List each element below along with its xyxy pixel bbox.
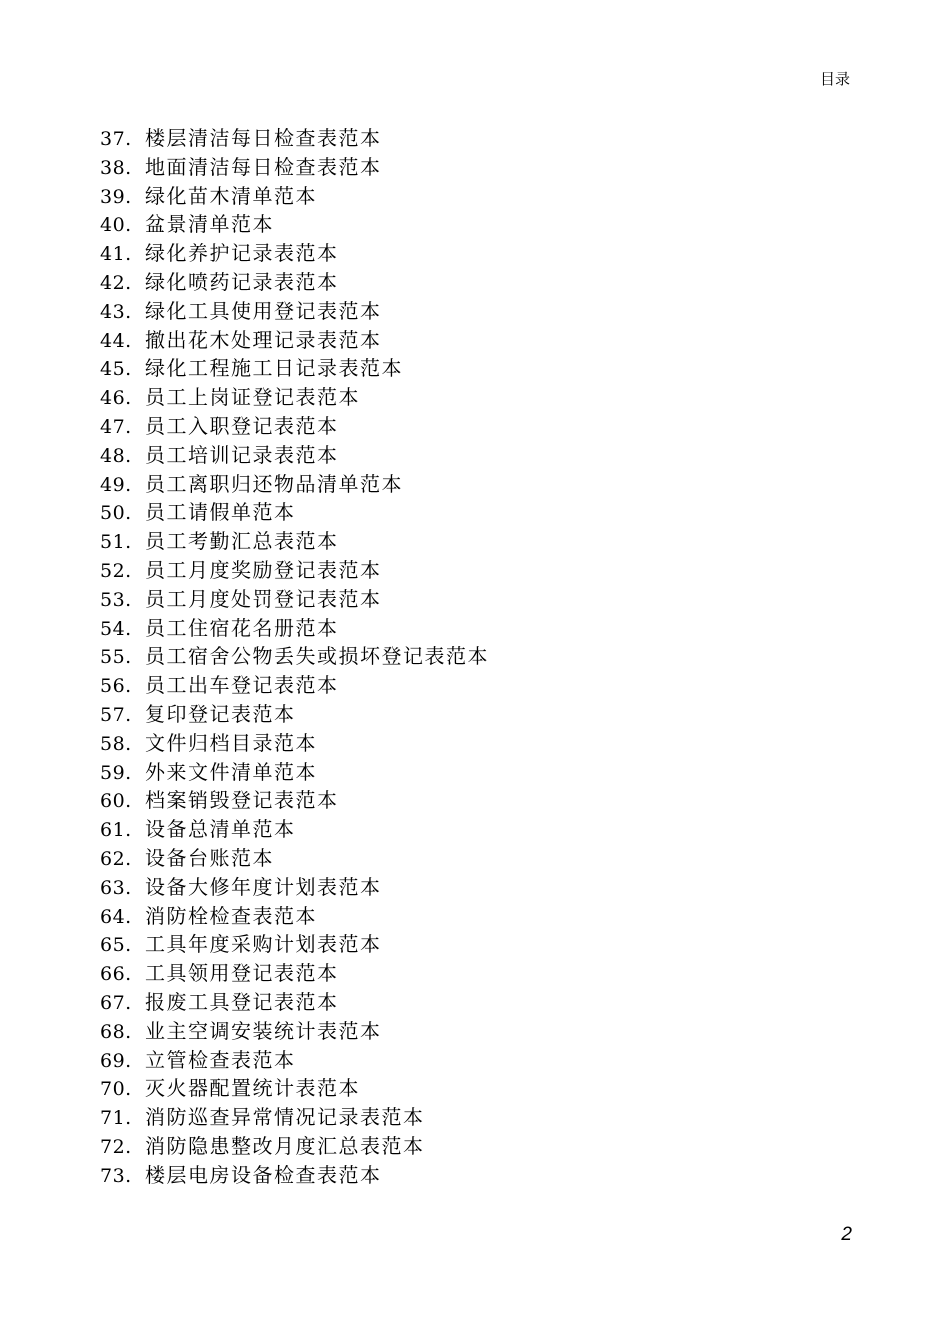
toc-entry	[100, 729, 489, 758]
toc-entry-number: 65.	[100, 934, 132, 957]
toc-entry-title: 员工宿舍公物丢失或损坏登记表范本	[145, 644, 489, 669]
toc-entry-number: 67.	[100, 991, 132, 1014]
toc-entry	[100, 1132, 489, 1161]
toc-entry-title: 绿化工具使用登记表范本	[145, 298, 382, 323]
toc-entry	[100, 1161, 489, 1190]
toc-entry-number: 59.	[100, 761, 132, 784]
toc-entry-title: 报废工具登记表范本	[145, 989, 339, 1014]
toc-entry-number: 64.	[100, 905, 132, 928]
toc-entry-number: 72.	[100, 1135, 132, 1158]
toc-entry-title: 盆景清单范本	[145, 212, 274, 237]
toc-entry-title: 员工考勤汇总表范本	[145, 529, 339, 554]
toc-entry-number: 62.	[100, 847, 132, 870]
toc-entry	[100, 527, 489, 556]
toc-entry-number: 57.	[100, 703, 132, 726]
toc-entry	[100, 556, 489, 585]
toc-entry-title: 设备总清单范本	[145, 817, 296, 842]
toc-entry	[100, 326, 489, 355]
page-number: 2	[841, 1224, 852, 1245]
toc-entry-title: 外来文件清单范本	[145, 759, 317, 784]
toc-list	[100, 124, 489, 1189]
toc-entry	[100, 470, 489, 499]
toc-entry-number: 60.	[100, 790, 132, 813]
toc-entry	[100, 1074, 489, 1103]
toc-entry-title: 文件归档目录范本	[145, 730, 317, 755]
toc-entry-title: 工具领用登记表范本	[145, 961, 339, 986]
toc-entry	[100, 786, 489, 815]
toc-entry-title: 绿化苗木清单范本	[145, 183, 317, 208]
page-header-title: 目录	[819, 70, 850, 88]
toc-entry-title: 员工入职登记表范本	[145, 413, 339, 438]
toc-entry-title: 员工月度处罚登记表范本	[145, 586, 382, 611]
toc-entry-number: 54.	[100, 617, 132, 640]
toc-entry-number: 70.	[100, 1078, 132, 1101]
toc-entry-number: 50.	[100, 502, 132, 525]
toc-entry-number: 40.	[100, 214, 132, 237]
toc-entry-number: 63.	[100, 876, 132, 899]
toc-entry	[100, 383, 489, 412]
toc-entry	[100, 902, 489, 931]
toc-entry	[100, 873, 489, 902]
toc-entry	[100, 815, 489, 844]
toc-entry-number: 49.	[100, 473, 132, 496]
toc-entry-number: 73.	[100, 1164, 132, 1187]
toc-entry-number: 44.	[100, 329, 132, 352]
toc-entry	[100, 959, 489, 988]
toc-entry	[100, 239, 489, 268]
toc-entry-number: 71.	[100, 1107, 132, 1130]
toc-entry-number: 66.	[100, 963, 132, 986]
toc-entry	[100, 642, 489, 671]
toc-entry-title: 绿化养护记录表范本	[145, 241, 339, 266]
toc-entry-title: 员工月度奖励登记表范本	[145, 557, 382, 582]
toc-entry-title: 工具年度采购计划表范本	[145, 932, 382, 957]
toc-entry	[100, 930, 489, 959]
toc-entry-number: 52.	[100, 559, 132, 582]
toc-entry-number: 42.	[100, 271, 132, 294]
toc-entry-title: 消防栓检查表范本	[145, 903, 317, 928]
toc-entry	[100, 614, 489, 643]
toc-entry-number: 47.	[100, 415, 132, 438]
toc-entry	[100, 124, 489, 153]
toc-entry-number: 38.	[100, 156, 132, 179]
toc-entry	[100, 498, 489, 527]
toc-entry	[100, 988, 489, 1017]
toc-entry-number: 39.	[100, 185, 132, 208]
toc-entry-number: 61.	[100, 819, 132, 842]
toc-entry-number: 58.	[100, 732, 132, 755]
toc-entry	[100, 585, 489, 614]
toc-entry	[100, 1046, 489, 1075]
toc-entry-title: 撤出花木处理记录表范本	[145, 327, 382, 352]
toc-entry-title: 楼层清洁每日检查表范本	[145, 126, 382, 150]
toc-entry-number: 43.	[100, 300, 132, 323]
toc-entry-title: 业主空调安装统计表范本	[145, 1018, 382, 1043]
toc-entry-title: 立管检查表范本	[145, 1047, 296, 1072]
toc-entry	[100, 700, 489, 729]
toc-entry-number: 55.	[100, 646, 132, 669]
toc-entry	[100, 758, 489, 787]
toc-entry	[100, 354, 489, 383]
toc-entry-title: 员工上岗证登记表范本	[145, 385, 360, 410]
toc-entry-title: 员工离职归还物品清单范本	[145, 471, 403, 496]
toc-entry	[100, 441, 489, 470]
toc-entry-number: 48.	[100, 444, 132, 467]
toc-entry	[100, 1103, 489, 1132]
toc-entry-number: 56.	[100, 675, 132, 698]
toc-entry	[100, 671, 489, 700]
toc-entry-title: 灭火器配置统计表范本	[145, 1076, 360, 1101]
toc-entry	[100, 297, 489, 326]
toc-entry-number: 68.	[100, 1020, 132, 1043]
toc-entry-number: 46.	[100, 387, 132, 410]
toc-entry-title: 员工培训记录表范本	[145, 442, 339, 467]
toc-entry-number: 51.	[100, 531, 132, 554]
toc-entry-number: 37.	[100, 128, 132, 150]
toc-entry-title: 档案销毁登记表范本	[145, 788, 339, 813]
toc-entry-title: 设备台账范本	[145, 845, 274, 870]
toc-entry	[100, 153, 489, 182]
toc-entry-number: 53.	[100, 588, 132, 611]
toc-entry-title: 楼层电房设备检查表范本	[145, 1162, 382, 1187]
toc-entry-title: 地面清洁每日检查表范本	[145, 154, 382, 179]
toc-entry-number: 69.	[100, 1049, 132, 1072]
toc-entry-title: 员工住宿花名册范本	[145, 615, 339, 640]
toc-entry-title: 设备大修年度计划表范本	[145, 874, 382, 899]
toc-entry-title: 绿化工程施工日记录表范本	[145, 356, 403, 381]
toc-entry-title: 员工请假单范本	[145, 500, 296, 525]
toc-entry-number: 45.	[100, 358, 132, 381]
toc-entry-title: 消防巡查异常情况记录表范本	[145, 1105, 425, 1130]
toc-entry	[100, 182, 489, 211]
toc-entry-number: 41.	[100, 243, 132, 266]
toc-entry	[100, 268, 489, 297]
toc-entry-title: 消防隐患整改月度汇总表范本	[145, 1133, 425, 1158]
toc-entry	[100, 844, 489, 873]
toc-entry-title: 员工出车登记表范本	[145, 673, 339, 698]
toc-entry-title: 复印登记表范本	[145, 701, 296, 726]
toc-entry	[100, 412, 489, 441]
toc-entry-title: 绿化喷药记录表范本	[145, 269, 339, 294]
toc-entry	[100, 1017, 489, 1046]
toc-entry	[100, 210, 489, 239]
